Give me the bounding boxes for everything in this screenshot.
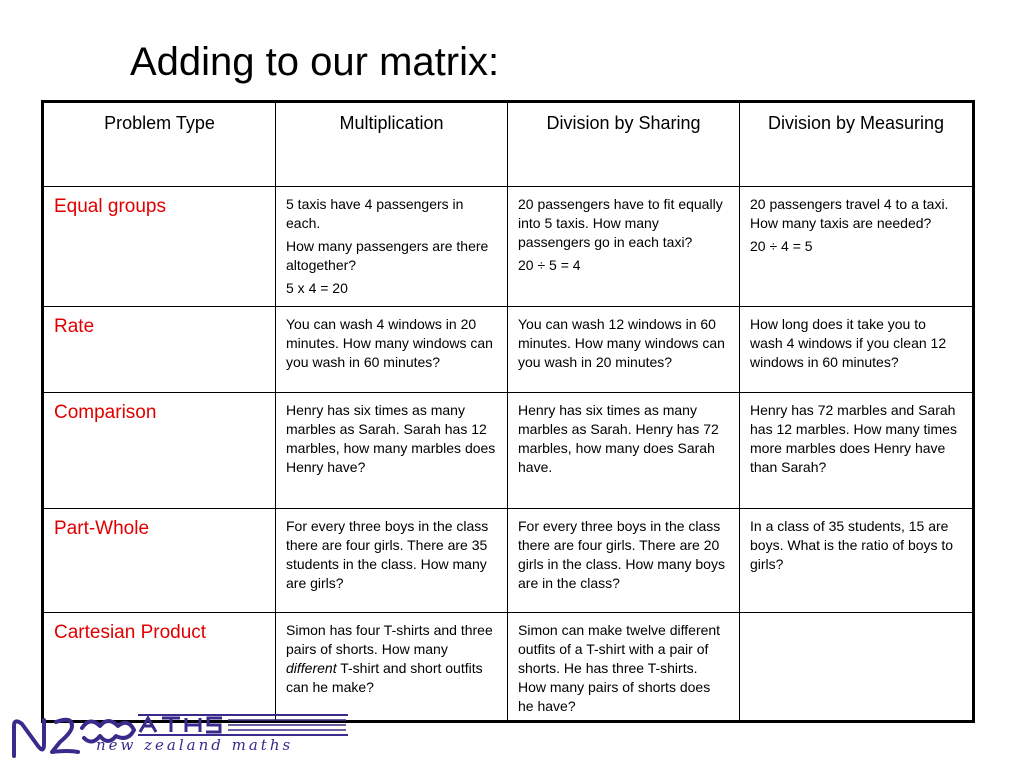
table-row: [43, 187, 974, 307]
table-header-row: [43, 102, 974, 187]
cell-multiplication: You can wash 4 windows in 20 minutes. How many windows can you wash in 60 minutes?: [276, 307, 508, 393]
header-division-sharing: Division by Sharing: [508, 102, 740, 187]
cell-division-sharing: Henry has six times as many marbles as Sarah. Henry has 72 marbles, how many does Sarah have.: [508, 393, 740, 509]
emphasis-text: different: [286, 660, 337, 676]
cell-equation: 5 x 4 = 20: [286, 280, 348, 296]
cell-equation: 20 ÷ 5 = 4: [518, 257, 581, 273]
cell-division-sharing: [508, 187, 740, 307]
cell-text: T-shirt and short outfits can he make?: [286, 660, 483, 695]
row-type-equal-groups: Equal groups: [43, 187, 276, 307]
logo-subtitle: new zealand maths: [96, 736, 294, 754]
cell-division-sharing: You can wash 12 windows in 60 minutes. How many windows can you wash in 20 minutes?: [508, 307, 740, 393]
table-row: [43, 393, 974, 509]
cell-multiplication: Henry has six times as many marbles as Sarah. Sarah has 12 marbles, how many marbles does Henry have?: [276, 393, 508, 509]
slide-title: Adding to our matrix:: [130, 40, 500, 84]
row-type-rate: Rate: [43, 307, 276, 393]
cell-text: Simon has four T-shirts and three pairs of shorts. How many: [286, 622, 493, 657]
header-multiplication: Multiplication: [276, 102, 508, 187]
cell-division-measuring: [740, 613, 974, 722]
cell-multiplication: [276, 613, 508, 722]
header-division-measuring: Division by Measuring: [740, 102, 974, 187]
cell-text: How many passengers are there altogether?: [286, 238, 489, 273]
cell-division-sharing: For every three boys in the class there are four girls. There are 20 girls in the class. How many boys are in the class?: [508, 509, 740, 613]
cell-division-measuring: Henry has 72 marbles and Sarah has 12 marbles. How many times more marbles does Henry have than Sarah?: [740, 393, 974, 509]
table-row: [43, 307, 974, 393]
cell-division-measuring: [740, 187, 974, 307]
table-row: [43, 509, 974, 613]
row-type-part-whole: Part-Whole: [43, 509, 276, 613]
cell-equation: 20 ÷ 4 = 5: [750, 238, 813, 254]
nzmaths-logo: [8, 712, 353, 762]
row-type-comparison: Comparison: [43, 393, 276, 509]
row-type-cartesian-product: Cartesian Product: [43, 613, 276, 722]
cell-multiplication: For every three boys in the class there are four girls. There are 35 students in the class. How many are girls?: [276, 509, 508, 613]
cell-text: 5 taxis have 4 passengers in each.: [286, 196, 464, 231]
cell-multiplication: [276, 187, 508, 307]
cell-division-measuring: How long does it take you to wash 4 windows if you clean 12 windows in 60 minutes?: [740, 307, 974, 393]
header-problem-type: Problem Type: [43, 102, 276, 187]
problem-type-matrix: [41, 100, 975, 723]
cell-division-sharing: Simon can make twelve different outfits of a T-shirt with a pair of shorts. He has three T-shirts. How many pairs of shorts does he have?: [508, 613, 740, 722]
cell-division-measuring: In a class of 35 students, 15 are boys. What is the ratio of boys to girls?: [740, 509, 974, 613]
cell-text: 20 passengers travel 4 to a taxi. How many taxis are needed?: [750, 196, 949, 231]
table-row: [43, 613, 974, 722]
cell-text: 20 passengers have to fit equally into 5 taxis. How many passengers go in each taxi?: [518, 196, 723, 250]
